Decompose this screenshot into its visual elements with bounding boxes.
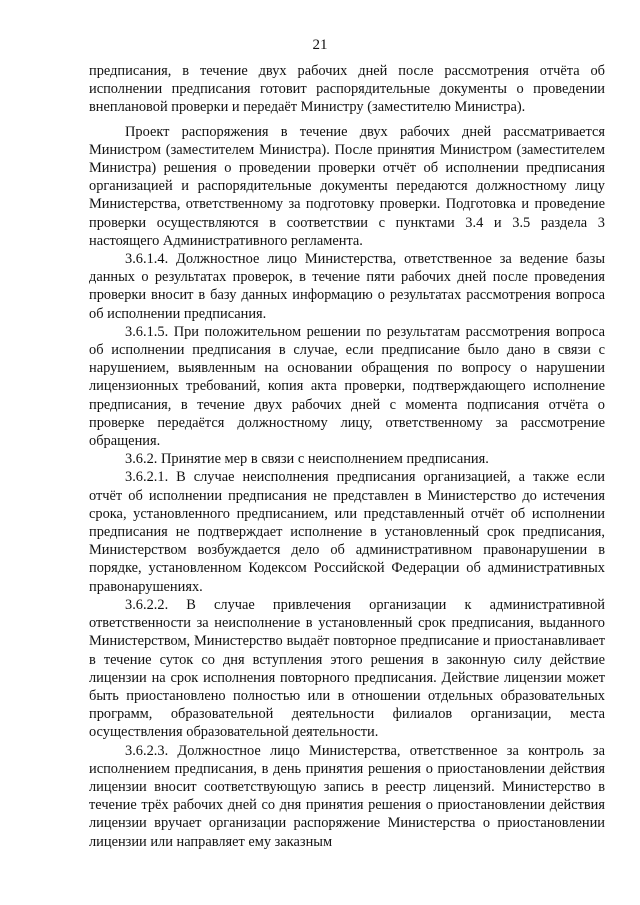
paragraph-4: 3.6.1.5. При положительном решении по результатам рассмотрения вопроса об исполнении предписания в случае, если предписание было дано в связи с нарушением, выявленным на основании обращения по вопросу о нарушении лицензионных требований, копия акта проверки, подтверждающего исполнение предписания, в течение двух рабочих дней с момента подписания отчёта о проверке передаётся должностному лицу, ответственному за рассмотрение обращения. [89, 323, 605, 450]
paragraph-7: 3.6.2.2. В случае привлечения организации к административной ответственности за неисполнение в установленный срок предписания, выданного Министерством, Министерство выдаёт повторное предписание и приостанавливает в течение суток со дня вступления этого решения в законную силу действие лицензии на срок исполнения повторного предписания. Действие лицензии может быть приостановлено полностью или в отношении отдельных образовательных программ, образовательной деятельности филиалов организации, места осуществления образовательной деятельности. [89, 596, 605, 741]
document-body [89, 62, 605, 851]
paragraph-8: 3.6.2.3. Должностное лицо Министерства, ответственное за контроль за исполнением предписания, в день принятия решения о приостановлении действия лицензии вносит соответствующую запись в реестр лицензий. Министерство в течение трёх рабочих дней со дня принятия решения о приостановлении действия лицензии вручает организации распоряжение Министерства о приостановлении лицензии или направляет ему заказным [89, 742, 605, 850]
paragraph-1: предписания, в течение двух рабочих дней после рассмотрения отчёта об исполнении предписания готовит распорядительные документы о проведении внеплановой проверки и передаёт Министру (заместителю Министра). [89, 63, 605, 116]
paragraph-5: 3.6.2. Принятие мер в связи с неисполнением предписания. [125, 451, 489, 468]
paragraph-3: 3.6.1.4. Должностное лицо Министерства, ответственное за ведение базы данных о результатах проверок, в течение пяти рабочих дней после проведения проверки вносит в базу данных информацию о результатах рассмотрения вопроса об исполнении предписания. [89, 251, 605, 322]
paragraph-2: Проект распоряжения в течение двух рабочих дней рассматривается Министром (заместителем Министра). После принятия Министром (заместителем Министра) решения о проведении проверки отчёт об исполнении предписания организацией и распорядительные документы передаются должностному лицу Министерства, ответственному за подготовку проверки. Подготовка и проведение проверки осуществляются в соответствии с пунктами 3.4 и 3.5 раздела 3 настоящего Административного регламента. [89, 123, 605, 249]
page-number: 21 [312, 37, 328, 53]
paragraph-6: 3.6.2.1. В случае неисполнения предписания организацией, а также если отчёт об исполнении предписания не представлен в Министерство до истечения срока, установленного предписанием, или представленный отчёт об исполнении предписания не подтверждает исполнение в установленный срок предписания, Министерством возбуждается дело об административном правонарушении в порядке, установленном Кодексом Российской Федерации об административных правонарушениях. [89, 469, 605, 595]
